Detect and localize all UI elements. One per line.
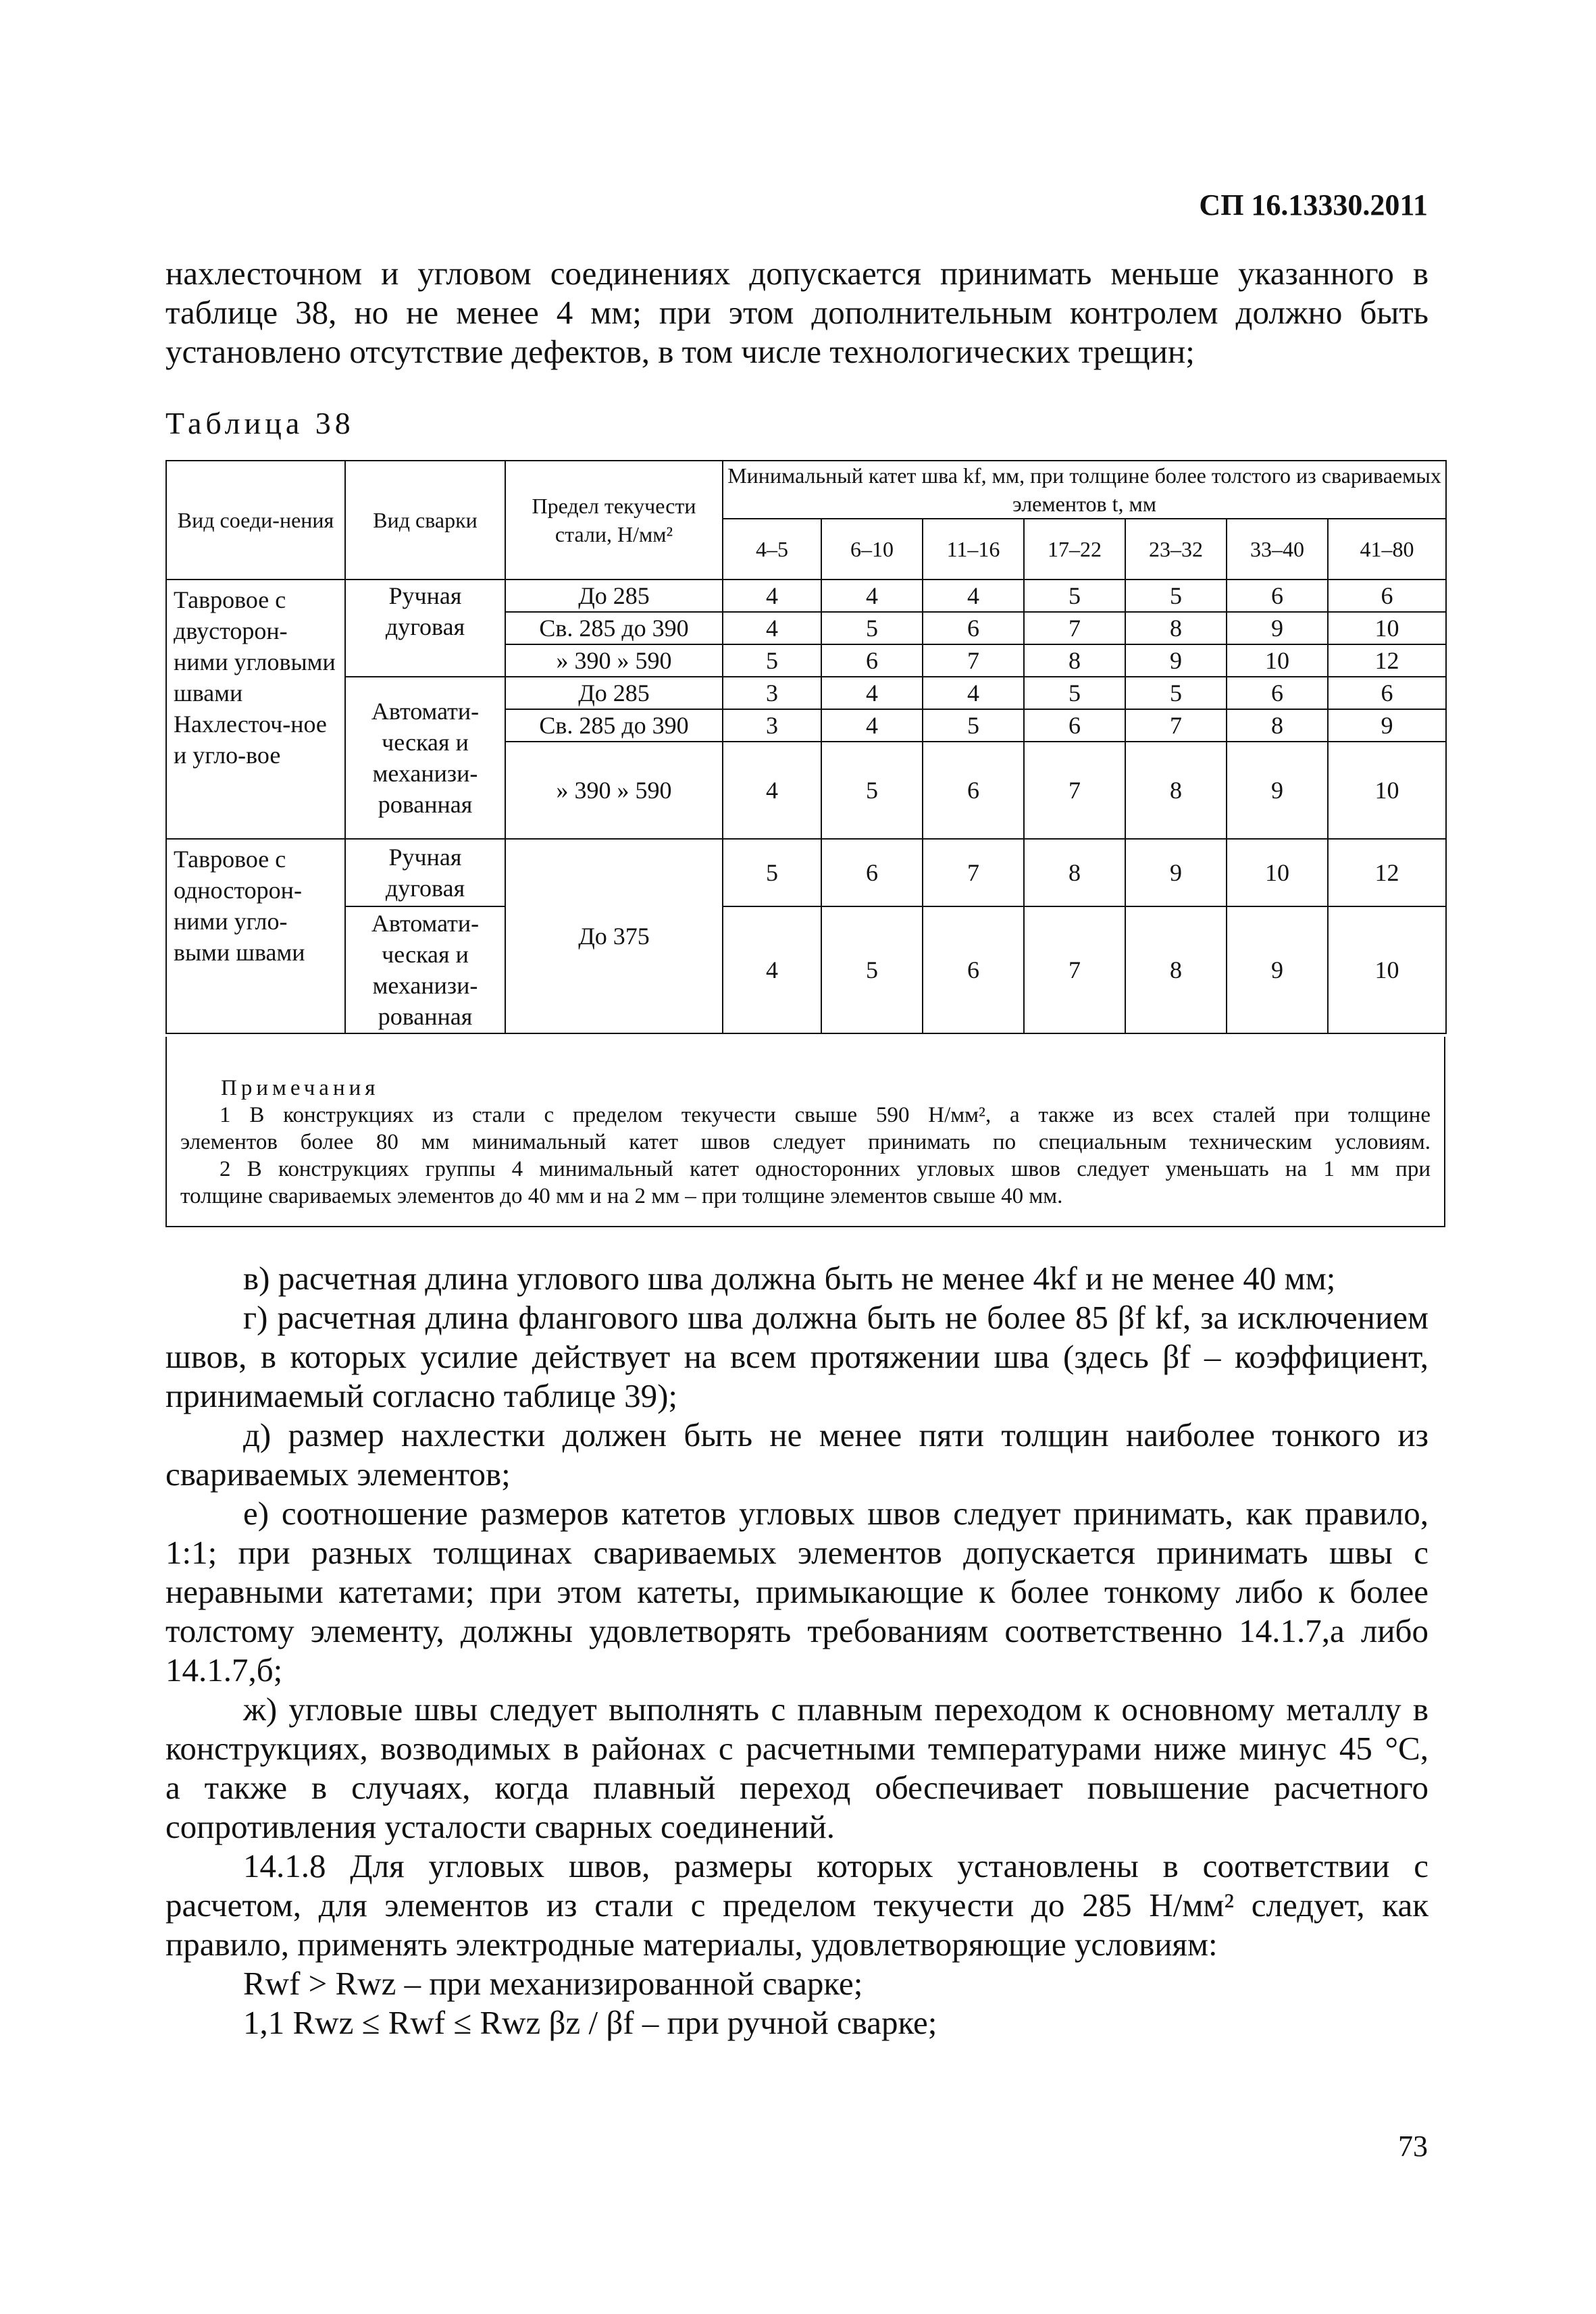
value-cell: 10 xyxy=(1227,644,1328,677)
text-line: сопротивления усталости сварных соединений. xyxy=(165,1808,835,1845)
value-cell: 5 xyxy=(821,906,923,1033)
intro-paragraph xyxy=(165,254,1428,371)
note-line: 1 В конструкциях из стали с пределом текучести свыше 590 Н/мм², а также из всех сталей при толщине xyxy=(220,1103,1431,1127)
value-cell: 8 xyxy=(1125,906,1227,1033)
value-cell: 9 xyxy=(1227,742,1328,839)
body-text xyxy=(165,1259,1428,2042)
text-line: установлено отсутствие дефектов, в том числе технологических трещин; xyxy=(165,333,1195,370)
text-line: е) соотношение размеров катетов угловых швов следует принимать, как правило, xyxy=(243,1495,1428,1532)
value-cell: 7 xyxy=(1125,709,1227,742)
welding-cell: Ручная дуговая xyxy=(345,580,505,677)
value-cell: 6 xyxy=(1328,677,1446,709)
value-cell: 4 xyxy=(821,580,923,612)
value-cell: 9 xyxy=(1328,709,1446,742)
value-cell: 3 xyxy=(723,677,821,709)
yield-cell: Св. 285 до 390 xyxy=(505,612,723,644)
value-cell: 7 xyxy=(1024,742,1125,839)
text-line: неравными катетами; при этом катеты, примыкающие к более тонкому либо к более xyxy=(165,1573,1428,1610)
value-cell: 5 xyxy=(923,709,1024,742)
value-cell: 6 xyxy=(923,906,1024,1033)
note-line: 2 В конструкциях группы 4 минимальный катет односторонних угловых швов следует уменьшать на 1 мм при xyxy=(220,1157,1431,1181)
welding-cell: Автомати-ческая и механизи-рованная xyxy=(345,906,505,1033)
note-line: толщине свариваемых элементов до 40 мм и на 2 мм – при толщине элементов свыше 40 мм. xyxy=(180,1184,1063,1208)
text-line: свариваемых элементов; xyxy=(165,1456,511,1493)
text-line: 14.1.8 Для угловых швов, размеры которых установлены в соответствии с xyxy=(243,1847,1428,1884)
value-cell: 8 xyxy=(1125,742,1227,839)
value-cell: 5 xyxy=(1125,677,1227,709)
welding-cell: Ручная дуговая xyxy=(345,839,505,906)
value-cell: 10 xyxy=(1328,906,1446,1033)
header-yield: Предел текучести стали, Н/мм² xyxy=(505,461,723,580)
notes-title: Примечания xyxy=(221,1076,380,1100)
value-cell: 7 xyxy=(1024,612,1125,644)
text-line: 1:1; при разных толщинах свариваемых элементов допускается принимать швы с xyxy=(165,1534,1428,1571)
value-cell: 5 xyxy=(723,644,821,677)
header-thickness: 17–22 xyxy=(1024,519,1125,580)
value-cell: 10 xyxy=(1328,612,1446,644)
value-cell: 5 xyxy=(1024,677,1125,709)
header-thickness: 11–16 xyxy=(923,519,1024,580)
header-min-leg: Минимальный катет шва kf, мм, при толщине более толстого из свариваемых элементов t, мм xyxy=(723,461,1446,519)
text-line: д) размер нахлестки должен быть не менее пяти толщин наиболее тонкого из xyxy=(243,1416,1428,1454)
value-cell: 9 xyxy=(1227,612,1328,644)
value-cell: 12 xyxy=(1328,644,1446,677)
value-cell: 6 xyxy=(1328,580,1446,612)
header-joint: Вид соеди-нения xyxy=(166,461,345,580)
value-cell: 4 xyxy=(821,709,923,742)
value-cell: 7 xyxy=(1024,906,1125,1033)
value-cell: 5 xyxy=(1125,580,1227,612)
joint-cell: Тавровое с двусторон-ними угловыми швами Нахлесточ-ное и угло-вое xyxy=(166,580,345,839)
text-line: 14.1.7,б; xyxy=(165,1651,283,1689)
value-cell: 8 xyxy=(1125,612,1227,644)
value-cell: 4 xyxy=(923,677,1024,709)
value-cell: 8 xyxy=(1024,839,1125,906)
value-cell: 9 xyxy=(1125,644,1227,677)
text-line: нахлесточном и угловом соединениях допускается принимать меньше указанного в xyxy=(165,255,1428,292)
value-cell: 8 xyxy=(1227,709,1328,742)
value-cell: 3 xyxy=(723,709,821,742)
text-line: а также в случаях, когда плавный переход обеспечивает повышение расчетного xyxy=(165,1769,1428,1806)
value-cell: 5 xyxy=(821,742,923,839)
value-cell: 5 xyxy=(821,612,923,644)
document-code: СП 16.13330.2011 xyxy=(1199,188,1428,222)
value-cell: 4 xyxy=(923,580,1024,612)
text-line: швов, в которых усилие действует на всем протяжении шва (здесь βf – коэффициент, xyxy=(165,1338,1428,1375)
header-thickness: 6–10 xyxy=(821,519,923,580)
header-thickness: 33–40 xyxy=(1227,519,1328,580)
value-cell: 10 xyxy=(1328,742,1446,839)
text-line: таблице 38, но не менее 4 мм; при этом дополнительным контролем должно быть xyxy=(165,294,1428,331)
value-cell: 4 xyxy=(723,742,821,839)
value-cell: 6 xyxy=(1024,709,1125,742)
value-cell: 9 xyxy=(1125,839,1227,906)
note-line: элементов более 80 мм минимальный катет швов следует принимать по специальным техническим условиям. xyxy=(180,1130,1431,1154)
yield-cell: Св. 285 до 390 xyxy=(505,709,723,742)
text-line: конструкциях, возводимых в районах с расчетными температурами ниже минус 45 °С, xyxy=(165,1730,1428,1767)
text-line: толстому элементу, должны удовлетворять требованиям соответственно 14.1.7,а либо xyxy=(165,1612,1428,1649)
yield-cell: До 375 xyxy=(505,839,723,1033)
header-welding: Вид сварки xyxy=(345,461,505,580)
value-cell: 4 xyxy=(723,906,821,1033)
text-line: ж) угловые швы следует выполнять с плавным переходом к основному металлу в xyxy=(243,1691,1428,1728)
value-cell: 6 xyxy=(1227,580,1328,612)
text-line: принимаемый согласно таблице 39); xyxy=(165,1377,678,1414)
value-cell: 6 xyxy=(923,612,1024,644)
text-line: расчетом, для элементов из стали с пределом текучести до 285 Н/мм² следует, как xyxy=(165,1886,1428,1924)
value-cell: 4 xyxy=(723,612,821,644)
value-cell: 4 xyxy=(723,580,821,612)
text-line: в) расчетная длина углового шва должна быть не менее 4kf и не менее 40 мм; xyxy=(243,1260,1336,1297)
text-line: г) расчетная длина флангового шва должна быть не более 85 βf kf, за исключением xyxy=(243,1299,1428,1336)
yield-cell: До 285 xyxy=(505,677,723,709)
value-cell: 7 xyxy=(923,644,1024,677)
page-number: 73 xyxy=(1398,2130,1428,2163)
welding-cell: Автомати-ческая и механизи-рованная xyxy=(345,677,505,839)
table-caption: Таблица 38 xyxy=(165,406,355,440)
value-cell: 12 xyxy=(1328,839,1446,906)
formula-line: Rwf > Rwz – при механизированной сварке; xyxy=(243,1965,863,2002)
value-cell: 6 xyxy=(923,742,1024,839)
value-cell: 6 xyxy=(1227,677,1328,709)
text-line: правило, применять электродные материалы, удовлетворяющие условиям: xyxy=(165,1926,1218,1963)
header-thickness: 4–5 xyxy=(723,519,821,580)
yield-cell: » 390 » 590 xyxy=(505,742,723,839)
formula-line: 1,1 Rwz ≤ Rwf ≤ Rwz βz / βf – при ручной сварке; xyxy=(243,2004,937,2041)
value-cell: 6 xyxy=(821,644,923,677)
weld-leg-table xyxy=(165,460,1447,1034)
yield-cell: До 285 xyxy=(505,580,723,612)
value-cell: 5 xyxy=(1024,580,1125,612)
value-cell: 9 xyxy=(1227,906,1328,1033)
value-cell: 4 xyxy=(821,677,923,709)
header-thickness: 23–32 xyxy=(1125,519,1227,580)
yield-cell: » 390 » 590 xyxy=(505,644,723,677)
value-cell: 6 xyxy=(821,839,923,906)
value-cell: 8 xyxy=(1024,644,1125,677)
value-cell: 5 xyxy=(723,839,821,906)
joint-cell: Тавровое с односторон-ними угло-выми швами xyxy=(166,839,345,1033)
value-cell: 10 xyxy=(1227,839,1328,906)
value-cell: 7 xyxy=(923,839,1024,906)
table-notes xyxy=(165,1037,1445,1227)
header-thickness: 41–80 xyxy=(1328,519,1446,580)
